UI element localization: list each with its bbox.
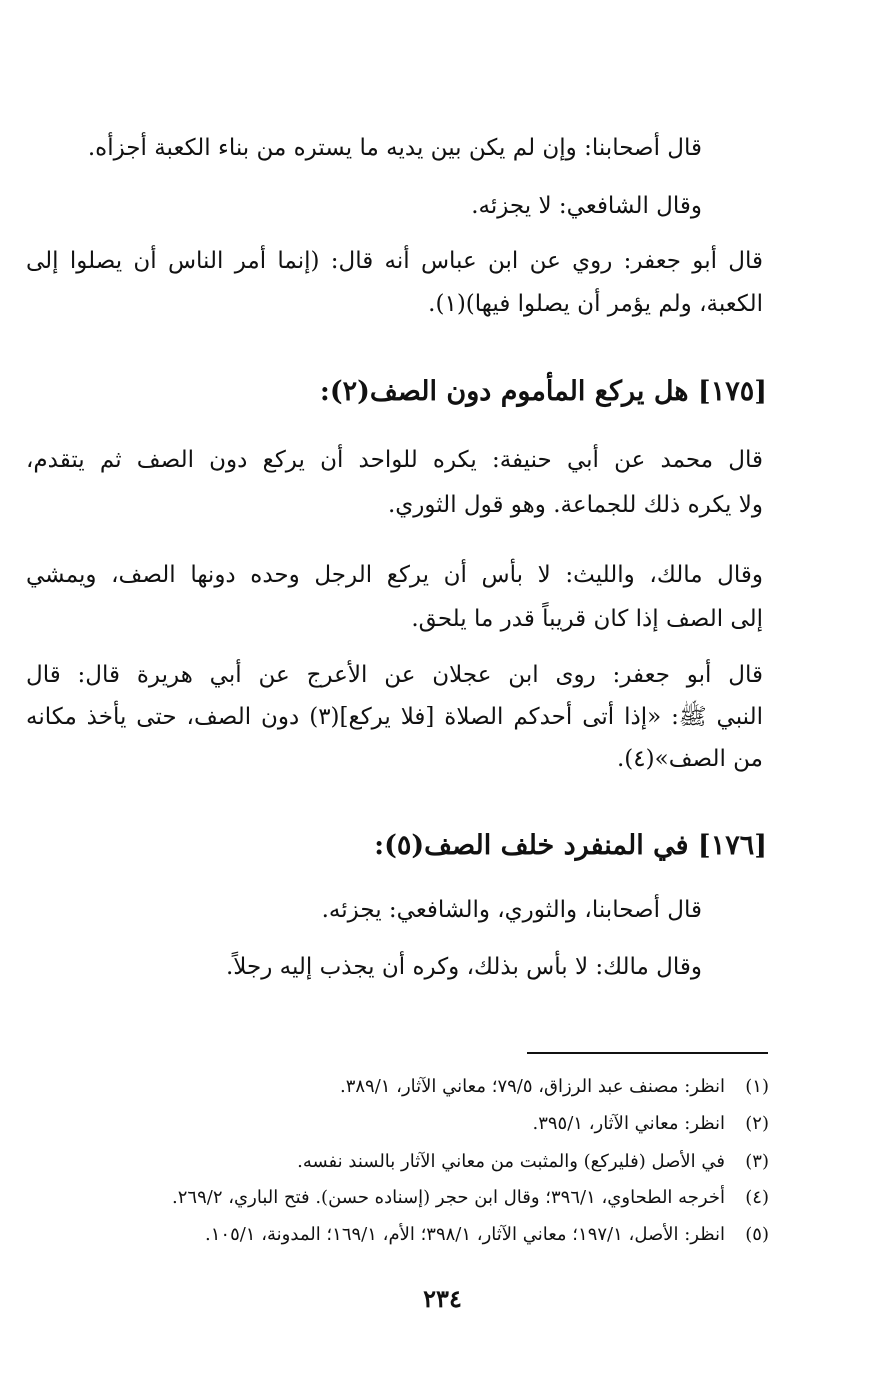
- footnote: [172, 1184, 769, 1212]
- paragraph-line: قال أبو جعفر: روى ابن عجلان عن الأعرج عن أبي هريرة قال: قال: [26, 662, 763, 688]
- paragraph-line: إلى الصف إذا كان قريباً قدر ما يلحق.: [411, 606, 763, 632]
- paragraph-line: قال محمد عن أبي حنيفة: يكره للواحد أن يركع دون الصف ثم يتقدم،: [26, 447, 763, 473]
- paragraph-line: من الصف»(٤).: [617, 746, 763, 772]
- footnote: [532, 1110, 769, 1138]
- footnote-number: (١): [745, 1076, 769, 1097]
- paragraph-line: قال أصحابنا: وإن لم يكن بين يديه ما يستره من بناء الكعبة أجزأه.: [87, 135, 702, 161]
- footnote: [297, 1148, 769, 1176]
- footnote-number: (٤): [745, 1187, 769, 1208]
- footnote-separator: [527, 1052, 768, 1054]
- paragraph-line: وقال الشافعي: لا يجزئه.: [471, 193, 702, 219]
- footnote-number: (٥): [745, 1224, 769, 1245]
- paragraph-line: وقال مالك: لا بأس بذلك، وكره أن يجذب إليه رجلاً.: [225, 954, 702, 980]
- paragraph-line: قال أبو جعفر: روي عن ابن عباس أنه قال: (إنما أمر الناس أن يصلوا إلى: [26, 248, 763, 274]
- footnote: [340, 1073, 769, 1101]
- footnote-text: في الأصل (فليركع) والمثبت من معاني الآثار بالسند نفسه.: [297, 1151, 725, 1172]
- section-heading: [١٧٦] في المنفرد خلف الصف(٥):: [374, 830, 767, 861]
- page-number: ٢٣٤: [423, 1284, 462, 1313]
- footnote-text: انظر: مصنف عبد الرزاق، ٧٩/٥؛ معاني الآثار، ٣٨٩/١.: [339, 1076, 725, 1097]
- paragraph-line: النبي ﷺ: «إذا أتى أحدكم الصلاة [فلا يركع](٣) دون الصف، حتى يأخذ مكانه: [26, 704, 763, 730]
- paragraph-line: الكعبة، ولم يؤمر أن يصلوا فيها)(١).: [428, 291, 763, 317]
- footnote-text: انظر: معاني الآثار، ٣٩٥/١.: [532, 1113, 725, 1134]
- footnote-number: (٢): [745, 1113, 769, 1134]
- footnote-number: (٣): [745, 1151, 769, 1172]
- paragraph-line: ولا يكره ذلك للجماعة. وهو قول الثوري.: [387, 492, 763, 518]
- footnote-text: أخرجه الطحاوي، ٣٩٦/١؛ وقال ابن حجر (إسناده حسن). فتح الباري، ٢٦٩/٢.: [172, 1187, 725, 1208]
- paragraph-line: وقال مالك، والليث: لا بأس أن يركع الرجل وحده دونها الصف، ويمشي: [26, 562, 763, 588]
- footnote-text: انظر: الأصل، ١٩٧/١؛ معاني الآثار، ٣٩٨/١؛ الأم، ١٦٩/١؛ المدونة، ١٠٥/١.: [205, 1224, 725, 1245]
- section-heading: [١٧٥] هل يركع المأموم دون الصف(٢):: [319, 376, 767, 407]
- footnote: [205, 1221, 769, 1249]
- paragraph-line: قال أصحابنا، والثوري، والشافعي: يجزئه.: [321, 897, 702, 923]
